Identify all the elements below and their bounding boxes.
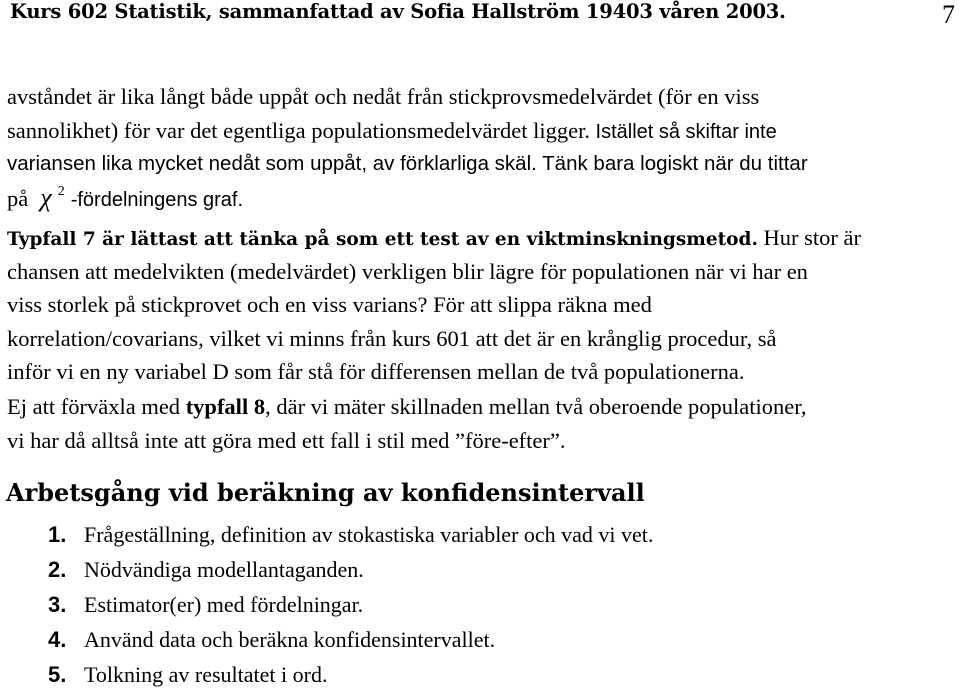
paragraph-1-line-4-post: -fördelningens graf.: [70, 188, 244, 211]
step-number: 4.: [48, 627, 67, 652]
step-text: Använd data och beräkna konfidensintervallet.: [84, 627, 496, 652]
paragraph-3: [7, 390, 955, 457]
paragraph-1-line-3: variansen lika mycket nedåt som uppåt, av förklarliga skäl. Tänk bara logiskt när du tittar: [7, 152, 808, 175]
paragraph-2-line-2: chansen att medelvikten (medelvärdet) verkligen blir lägre för populationen när vi har en: [7, 258, 808, 284]
step-number: 1.: [48, 522, 67, 547]
paragraph-2-line-1-rest: Hur stor är: [757, 225, 862, 250]
step-text: Frågeställning, definition av stokastiska variabler och vad vi vet.: [84, 522, 654, 547]
paragraph-1-line-2-sans: Istället så skiftar inte: [589, 120, 777, 143]
step-text: Nödvändiga modellantaganden.: [84, 557, 364, 582]
step-text: Tolkning av resultatet i ord.: [84, 662, 328, 687]
page-number: 7: [942, 0, 955, 29]
typfall-7-lead: Typfall 7 är lättast att tänka på som ett test av en viktminskningsmetod.: [7, 229, 758, 250]
header-title: Kurs 602 Statistik, sammanfattad av Sofia Hallström 19403 våren 2003.: [10, 0, 786, 23]
step-text: Estimator(er) med fördelningar.: [84, 592, 364, 617]
step-number: 3.: [48, 592, 67, 617]
paragraph-1-line-4: [7, 181, 955, 215]
step-number: 5.: [48, 662, 67, 687]
section-heading: Arbetsgång vid beräkning av konfidensintervall: [6, 478, 645, 507]
typfall-8-bold: typfall 8: [185, 394, 266, 419]
page-header: [10, 0, 955, 30]
step-number: 2.: [48, 557, 67, 582]
paragraph-3-line-2: vi har då alltså inte att göra med ett fall i stil med ”före-efter”.: [7, 427, 566, 453]
paragraph-1: [7, 80, 955, 214]
paragraph-1-line-1: avståndet är lika långt både uppåt och nedåt från stickprovsmedelvärdet (för en viss: [7, 84, 760, 109]
chi-symbol: χ: [40, 182, 52, 212]
paragraph-1-line-4-pre: på: [7, 185, 29, 211]
paragraph-2-line-1: [7, 221, 955, 255]
paragraph-1-line-2: [7, 114, 955, 148]
paragraph-3-line-1: [7, 390, 955, 424]
paragraph-2: [7, 221, 955, 389]
paragraph-2-line-4: korrelation/covarians, vilket vi minns från kurs 601 att det är en krånglig procedur, så: [7, 325, 777, 351]
paragraph-3-line-1-post: , där vi mäter skillnaden mellan två oberoende populationer,: [265, 394, 807, 419]
paragraph-1-line-2-text: sannolikhet) för var det egentliga populationsmedelvärdet ligger.: [7, 117, 590, 143]
paragraph-2-line-3: viss storlek på stickprovet och en viss varians? För att slippa räkna med: [7, 292, 652, 317]
paragraph-3-line-1-pre: Ej att förväxla med: [7, 394, 186, 419]
paragraph-2-line-5: inför vi en ny variabel D som får stå för differensen mellan de två populationerna.: [7, 359, 745, 384]
chi-exponent: 2: [57, 183, 65, 199]
